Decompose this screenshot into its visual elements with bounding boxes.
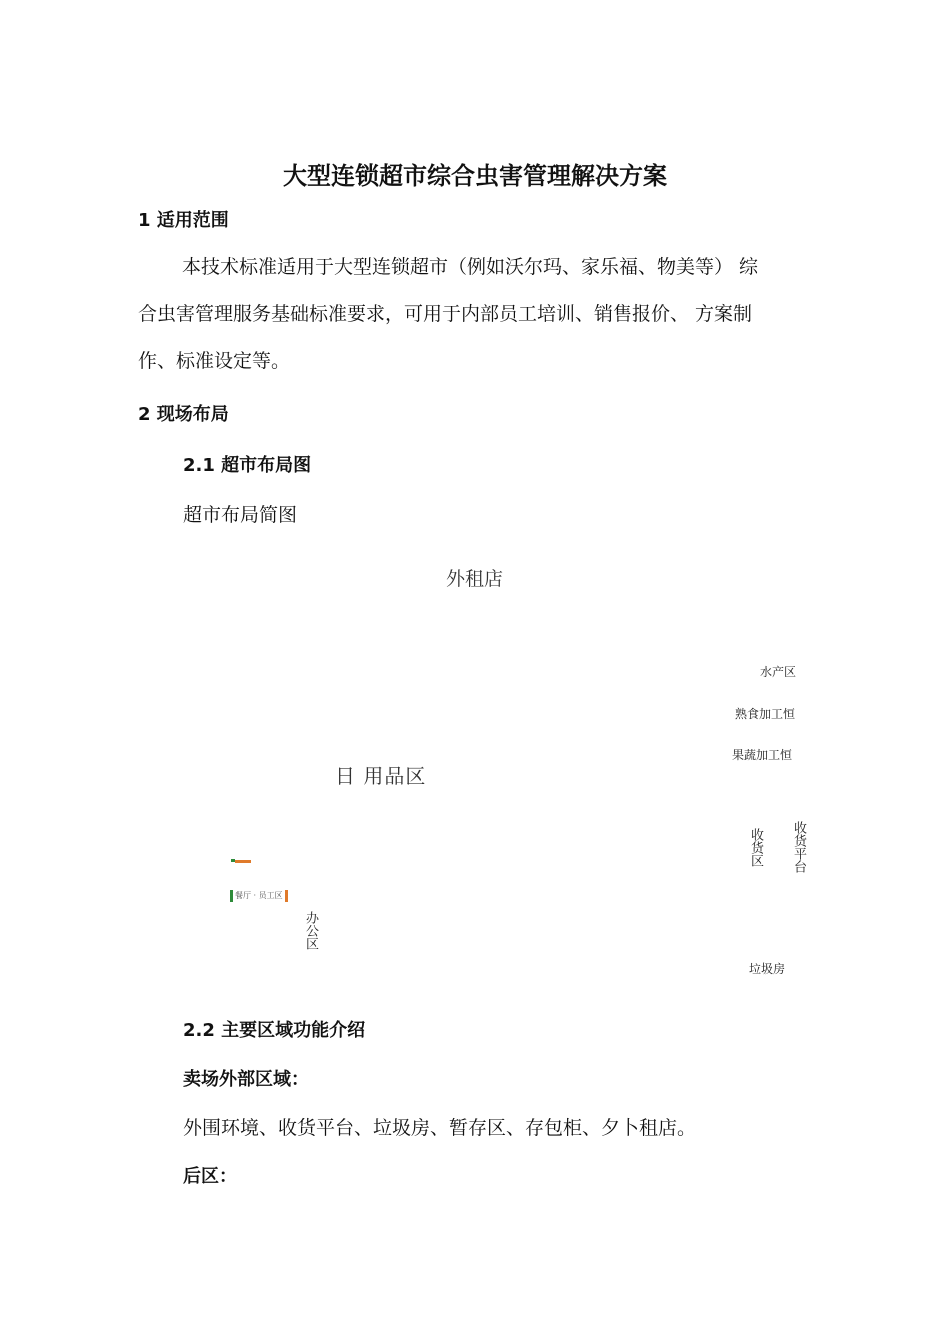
outer-area-heading: 卖场外部区域： (183, 1069, 309, 1090)
map-label-aquatic: 水产区 (760, 665, 797, 679)
back-area-heading: 后区： (183, 1166, 237, 1187)
section-1-heading: 1 适用范围 (138, 210, 229, 231)
document-title: 大型连锁超市综合虫害管理解决方案 (283, 162, 667, 190)
section-2-2-heading: 2.2 主要区域功能介绍 (183, 1020, 366, 1041)
outer-area-text: 外围环境、收货平台、垃圾房、暂存区、存包柜、夕卜租店。 (183, 1117, 697, 1139)
map-label-garbage-room: 垃圾房 (749, 962, 786, 976)
paragraph-line: 作、标准设定等。 (138, 350, 291, 372)
section-1-paragraph (138, 244, 818, 385)
map-label-receiving-area: 收货区 (748, 828, 763, 867)
map-label-outer-shop: 外租店 (446, 568, 504, 590)
layout-caption: 超市布局简图 (183, 504, 298, 526)
map-label-fruit-veg: 果蔬加工恒 (732, 748, 793, 762)
section-2-heading: 2 现场布局 (138, 404, 229, 425)
map-label-office: 办公区 (303, 911, 318, 950)
map-label-cooked-food: 熟食加工恒 (735, 707, 796, 721)
paragraph-line: 本技术标准适用于大型连锁超市（例如沃尔玛、家乐福、物美等） 综 (182, 256, 759, 278)
map-legend-label: 餐厅 · 员工区 (230, 890, 288, 902)
paragraph-line: 合虫害管理服务基础标准要求，可用于内部员工培训、销售报价、 方案制 (138, 303, 753, 325)
section-2-1-heading: 2.1 超市布局图 (183, 455, 312, 476)
map-label-receiving-platform: 收货平台 (791, 821, 806, 873)
legend-orange-marker (235, 860, 251, 863)
map-label-daily-goods: 日 用品区 (335, 764, 427, 788)
